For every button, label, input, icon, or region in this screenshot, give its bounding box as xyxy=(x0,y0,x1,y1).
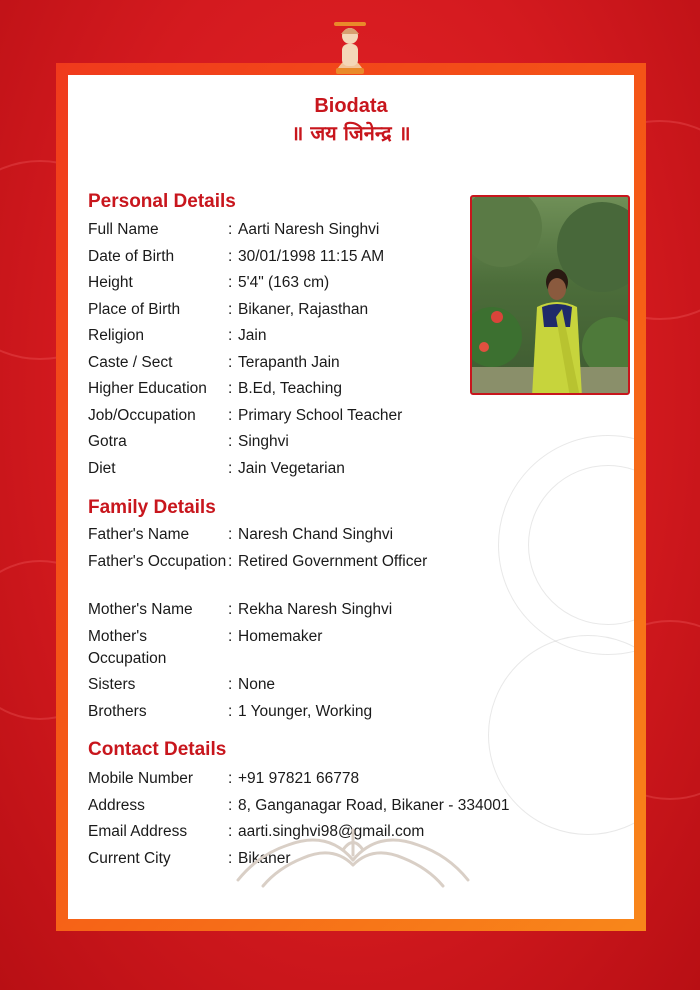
detail-label: Full Name xyxy=(88,221,159,238)
detail-label: Brothers xyxy=(88,702,147,720)
contact-details-heading: Contact Details xyxy=(88,739,227,760)
detail-value: None xyxy=(238,676,276,693)
detail-separator: : xyxy=(228,300,233,318)
detail-row xyxy=(88,626,322,670)
detail-label: Place of Birth xyxy=(88,300,181,318)
floral-ornament-icon xyxy=(228,820,478,890)
detail-separator: : xyxy=(228,526,233,543)
detail-label: Sisters xyxy=(88,676,136,693)
jain-idol-icon xyxy=(332,20,368,76)
detail-value: Terapanth Jain xyxy=(238,353,340,371)
detail-separator: : xyxy=(228,459,233,477)
detail-label: Father's Occupation xyxy=(88,552,227,570)
detail-separator: : xyxy=(228,849,233,867)
detail-separator: : xyxy=(228,552,233,570)
page-subtitle: ॥ जय जिनेन्द्र ॥ xyxy=(291,121,411,145)
detail-label: Current City xyxy=(88,849,171,867)
detail-label: Mobile Number xyxy=(88,770,194,787)
detail-label: Diet xyxy=(88,459,116,477)
detail-value: 8, Ganganagar Road, Bikaner - 334001 xyxy=(238,796,510,814)
detail-row xyxy=(88,378,342,400)
detail-label: Job/Occupation xyxy=(88,406,196,424)
detail-value: B.Ed, Teaching xyxy=(238,380,342,397)
detail-row xyxy=(88,599,392,621)
detail-row xyxy=(88,674,275,696)
detail-row xyxy=(88,352,340,374)
detail-separator: : xyxy=(228,433,233,450)
mandala-watermark xyxy=(488,635,634,835)
detail-value: aarti.singhvi98@gmail.com xyxy=(238,823,425,840)
detail-row xyxy=(88,431,289,453)
header xyxy=(68,93,634,147)
personal-details-heading: Personal Details xyxy=(88,191,236,212)
biodata-frame xyxy=(56,63,646,931)
detail-label: Height xyxy=(88,274,133,291)
detail-value: Jain Vegetarian xyxy=(238,459,345,477)
detail-label: Caste / Sect xyxy=(88,353,173,371)
biodata-card xyxy=(68,75,634,919)
profile-photo xyxy=(470,195,630,395)
detail-separator: : xyxy=(228,406,233,424)
detail-value: +91 97821 66778 xyxy=(238,770,360,787)
detail-value: Primary School Teacher xyxy=(238,406,403,424)
detail-row xyxy=(88,325,266,347)
detail-label: Mother's Name xyxy=(88,601,193,618)
detail-label: Mother's Occupation xyxy=(88,627,167,667)
detail-label: Higher Education xyxy=(88,380,207,397)
detail-row xyxy=(88,524,393,546)
detail-row xyxy=(88,551,427,573)
detail-value: Bikaner xyxy=(238,849,291,867)
detail-row xyxy=(88,299,368,321)
detail-separator: : xyxy=(228,627,233,645)
detail-separator: : xyxy=(228,702,233,720)
detail-separator: : xyxy=(228,796,233,814)
detail-separator: : xyxy=(228,327,233,344)
detail-separator: : xyxy=(228,247,233,265)
detail-value: 30/01/1998 11:15 AM xyxy=(238,247,385,265)
detail-separator: : xyxy=(228,823,233,840)
detail-value: Naresh Chand Singhvi xyxy=(238,526,394,543)
detail-label: Religion xyxy=(88,327,145,344)
page-title: Biodata xyxy=(314,95,388,117)
detail-value: 1 Younger, Working xyxy=(238,702,373,720)
detail-row xyxy=(88,246,384,268)
detail-row xyxy=(88,458,345,480)
detail-separator: : xyxy=(228,380,233,397)
detail-row xyxy=(88,795,509,817)
detail-separator: : xyxy=(228,221,233,238)
detail-separator: : xyxy=(228,274,233,291)
detail-row xyxy=(88,405,402,427)
detail-separator: : xyxy=(228,353,233,371)
detail-label: Father's Name xyxy=(88,526,190,543)
detail-row xyxy=(88,219,379,241)
detail-value: Aarti Naresh Singhvi xyxy=(238,221,380,238)
detail-value: Singhvi xyxy=(238,433,289,450)
detail-value: Homemaker xyxy=(238,627,323,645)
detail-value: Jain xyxy=(238,327,267,344)
detail-label: Email Address xyxy=(88,823,188,840)
detail-row xyxy=(88,272,329,294)
detail-label: Gotra xyxy=(88,433,127,450)
detail-value: Rekha Naresh Singhvi xyxy=(238,601,393,618)
detail-separator: : xyxy=(228,676,233,693)
detail-separator: : xyxy=(228,601,233,618)
detail-value: Bikaner, Rajasthan xyxy=(238,300,369,318)
detail-label: Address xyxy=(88,796,145,814)
detail-value: 5'4" (163 cm) xyxy=(238,274,330,291)
detail-value: Retired Government Officer xyxy=(238,552,428,570)
detail-label: Date of Birth xyxy=(88,247,175,265)
detail-separator: : xyxy=(228,770,233,787)
detail-row xyxy=(88,701,372,723)
family-details-heading: Family Details xyxy=(88,497,216,518)
detail-row xyxy=(88,768,359,790)
